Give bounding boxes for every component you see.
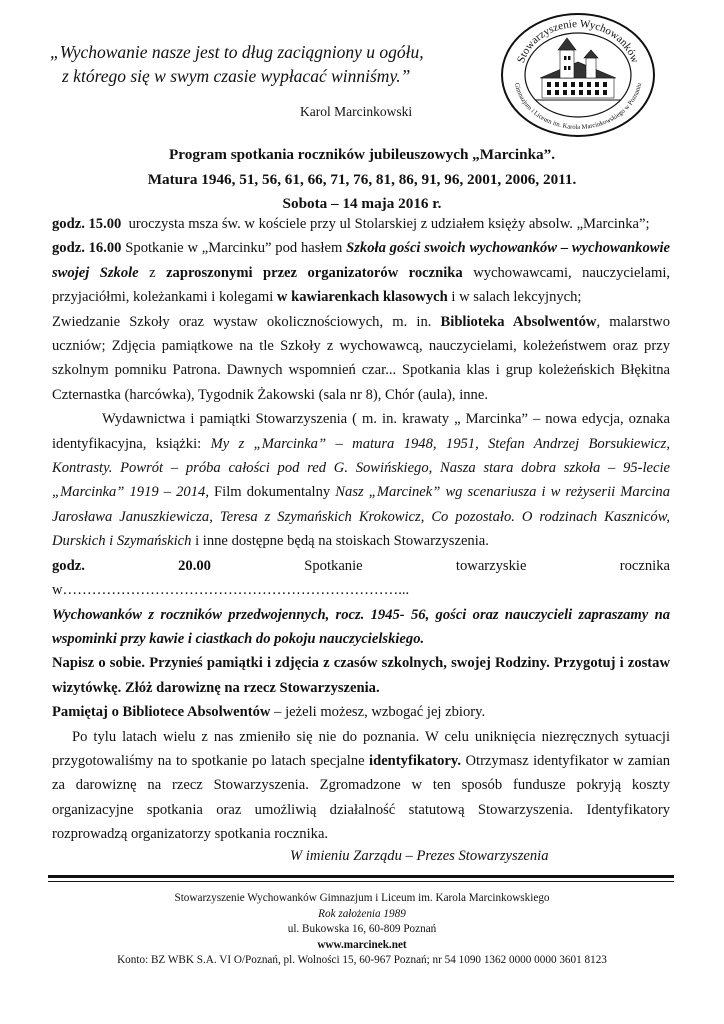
publications-paragraph: Wydawnictwa i pamiątki Stowarzyszenia ( m. in. krawaty „ Marcinka” – nowa edycja, oznaka identyfikacyjna, książki: My z „Marcinka” – matura 1948, 1951, Stefan Andrzej Borsukiewicz, Kontrasty. Powrót – próba całości pod red G. Sowińskiego, Nasza stara dobra szkoła – 95-lecie „Marcinka” 1919 – 2014, Film dokumentalny Nasz „Marcinek” wg scenariusza i w reżyserii Marcina Jarosława Januszkiewicza, Teresa z Szymańskich Krokowicz, Co pozostało. O rodzinach Kaszniców, Durskich i Szymańskich i inne dostępne będą na stoiskach Stowarzyszenia. (52, 411, 670, 550)
footer-founded: Rok założenia 1989 (318, 907, 406, 920)
school-building-icon (536, 38, 620, 100)
motto-line-1: „Wychowanie nasze jest to dług zaciągniony u ogółu, (50, 42, 424, 62)
time-label: godz. 20.00 (52, 557, 211, 574)
seal-ring-top-text: Stowarzyszenie Wychowanków (515, 17, 641, 65)
motto-author: Karol Marcinkowski (300, 104, 413, 119)
footer-divider-thick (48, 875, 674, 878)
footer-divider-thin (48, 881, 674, 882)
footer (0, 891, 724, 969)
footer-website-link[interactable]: www.marcinek.net (317, 938, 407, 951)
footer-org: Stowarzyszenie Wychowanków Gimnazjum i Liceum im. Karola Marcinkowskiego (174, 892, 550, 904)
motto-line-2: z którego się w swym czasie wypłacać winniśmy.” (62, 66, 411, 86)
program-title: Program spotkania roczników jubileuszowych „Marcinka”. (168, 146, 556, 163)
association-seal-logo (500, 12, 656, 138)
request-paragraph: Napisz o sobie. Przynieś pamiątki i zdjęcia z czasów szkolnych, swojej Rodziny. Przygotuj i zostaw wizytówkę. Złóż darowiznę na rzecz Stowarzyszenia. (52, 655, 670, 696)
time-label: godz. 15.00 (52, 216, 122, 232)
time-label: godz. 16.00 (52, 240, 122, 257)
schedule-item-mass: godz. 15.00 uroczysta msza św. w kościele przy ul Stolarskiej z udziałem księży absolw. „Marcinka”; (52, 216, 650, 232)
visiting-paragraph: Zwiedzanie Szkoły oraz wystaw okolicznościowych, m. in. Biblioteka Absolwentów, malarstwo uczniów; Zdjęcia pamiątkowe na tle Szkoły z wychowawcą, nauczycielami, koleżeństwem oraz przy szkolnym pomniku Patrona. Dawnych wspomnień czar... Spotkania klas i grup koleżeńskich Błękitna Czternastka (harcówka), Tygodnik Żakowski (sala nr 8), Chór (aula), inne. (52, 313, 671, 403)
identifiers-paragraph: Po tylu latach wielu z nas zmieniło się nie do poznania. W celu uniknięcia niezręcznych sytuacji przygotowaliśmy na to spotkanie po latach specjalne identyfikatory. Otrzymasz identyfikator w zamian za darowiznę na rzecz Stowarzyszenia. Zgromadzone w ten sposób fundusze pokryją koszty organizacyjne spotkania oraz umożliwią działalność statutową Stowarzyszenia. Identyfikatory rozprowadzą organizatorzy spotkania rocznika. (52, 728, 670, 843)
invitation-paragraph: Wychowanków z roczników przedwojennych, rocz. 1945- 56, gości oraz nauczycieli zapraszamy na wspominki przy kawie i ciastkach do pokoju nauczycielskiego. (52, 606, 670, 647)
schedule-item-social: godz. 20.00 Spotkanie towarzyskie rocznika w……………………………………………………………... (52, 557, 670, 599)
program-body (52, 212, 670, 847)
matura-years: Matura 1946, 51, 56, 61, 66, 71, 76, 81, 86, 91, 96, 2001, 2006, 2011. (147, 171, 577, 188)
footer-address: ul. Bukowska 16, 60-809 Poznań (287, 923, 437, 935)
seal-ring-bottom-text: Gimnazjum i Liceum im. Karola Marcinkowskiego w Poznaniu (512, 82, 644, 132)
footer-bank-account: Konto: BZ WBK S.A. VI O/Poznań, pl. Wolności 15, 60-967 Poznań; nr 54 1090 1362 0000 0000 3601 8123 (117, 954, 607, 966)
library-paragraph: Pamiętaj o Bibliotece Absolwentów – jeżeli możesz, wzbogać jej zbiory. (52, 704, 486, 721)
motto-quote (50, 40, 470, 88)
schedule-item-meeting: godz. 16.00 Spotkanie w „Marcinku” pod hasłem Szkoła gości swoich wychowanków – wychowankowie swojej Szkole z zaproszonymi przez organizatorów rocznika wychowawcami, nauczycielami, przyjaciółmi, koleżankami i kolegami w kawiarenkach klasowych i w salach lekcyjnych; (52, 240, 671, 306)
event-date: Sobota – 14 maja 2016 r. (282, 195, 442, 212)
signature-line: W imieniu Zarządu – Prezes Stowarzyszenia (290, 848, 549, 864)
